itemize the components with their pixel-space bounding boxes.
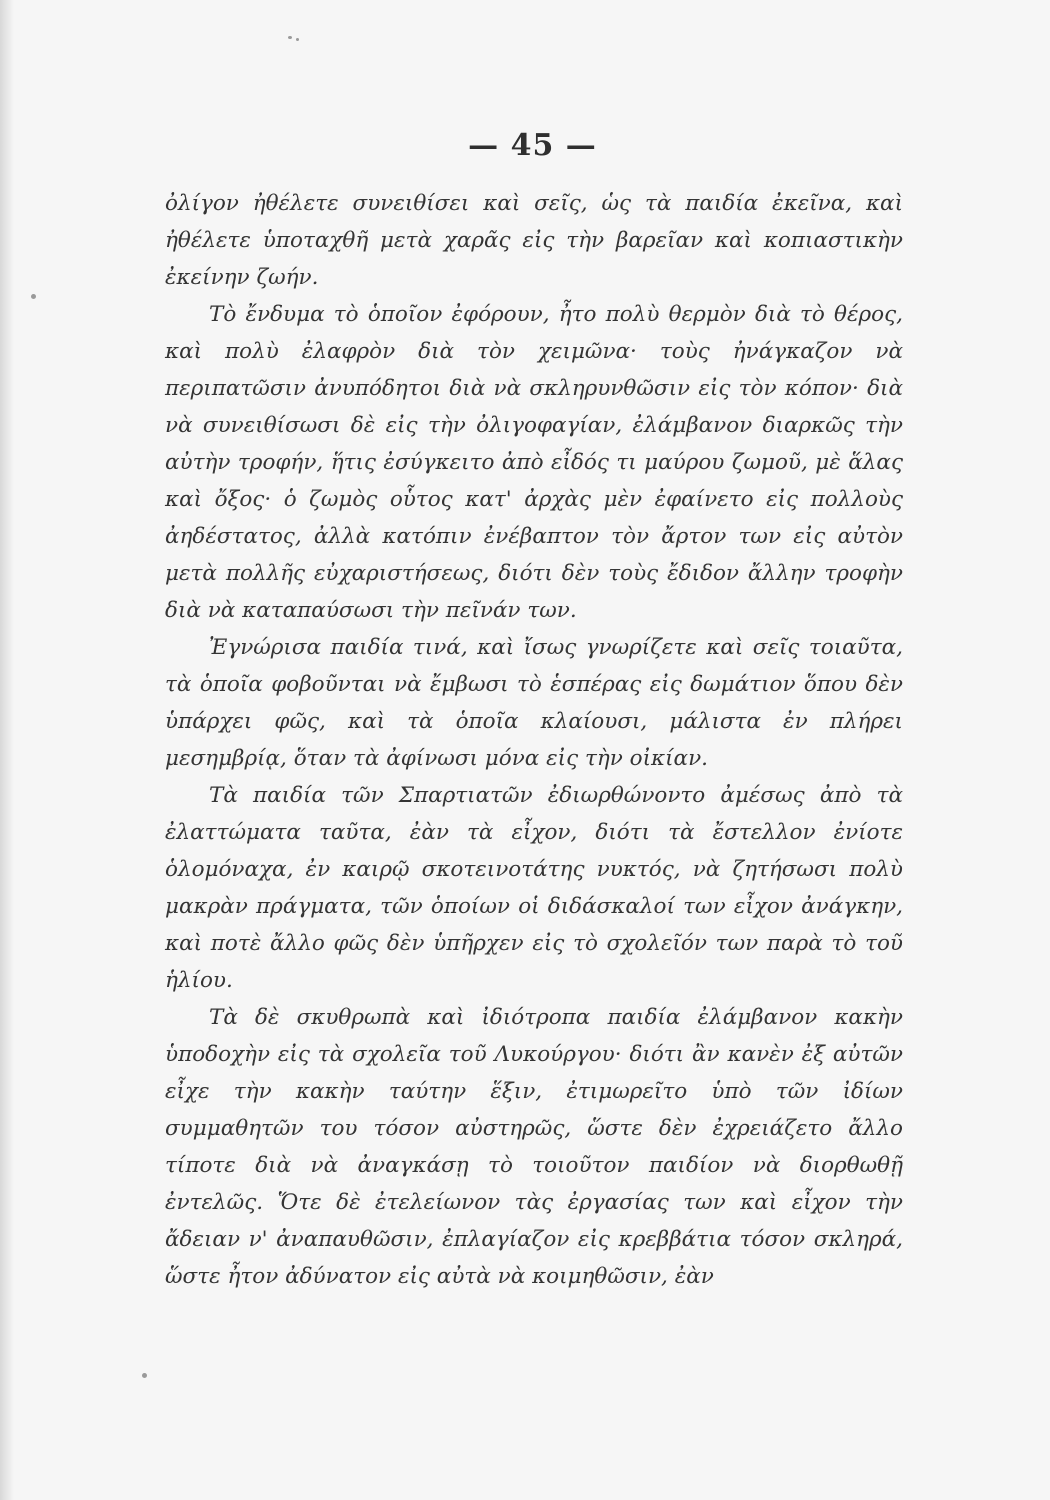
ink-speck — [142, 1373, 147, 1378]
paragraph: ὀλίγον ἠθέλετε συνειθίσει καὶ σεῖς, ὡς τὰ παιδία ἐκεῖνα, καὶ ἠθέλετε ὑποταχθῆ μετὰ χαρᾶς εἰς τὴν βαρεῖαν καὶ κοπιαστικὴν ἐκείνην ζωήν. — [165, 191, 903, 290]
paragraph: Τὰ παιδία τῶν Σπαρτιατῶν ἐδιωρθώνοντο ἀμέσως ἀπὸ τὰ ἐλαττώματα ταῦτα, ἐὰν τὰ εἶχον, διότι τὰ ἔστελλον ἐνίοτε ὁλομόναχα, ἐν καιρῷ σκοτεινοτάτης νυκτός, νὰ ζητήσωσι πολὺ μακρὰν πράγματα, τῶν ὁποίων οἱ διδάσκαλοί των εἶχον ἀνάγκην, καὶ ποτὲ ἄλλο φῶς δὲν ὑπῆρχεν εἰς τὸ σχολεῖόν των παρὰ τὸ τοῦ ἡλίου. — [165, 783, 903, 993]
page-edge-shadow — [0, 0, 14, 1500]
paragraph: Τὰ δὲ σκυθρωπὰ καὶ ἰδιότροπα παιδία ἐλάμβανον κακὴν ὑποδοχὴν εἰς τὰ σχολεῖα τοῦ Λυκούργου· διότι ἂν κανὲν ἐξ αὐτῶν εἶχε τὴν κακὴν ταύτην ἕξιν, ἐτιμωρεῖτο ὑπὸ τῶν ἰδίων συμμαθητῶν του τόσον αὐστηρῶς, ὥστε δὲν ἐχρειάζετο ἄλλο τίποτε διὰ νὰ ἀναγκάσῃ τὸ τοιοῦτον παιδίον νὰ διορθωθῇ ἐντελῶς. Ὅτε δὲ ἐτελείωνον τὰς ἐργασίας των καὶ εἶχον τὴν ἄδειαν ν' ἀναπαυθῶσιν, ἐπλαγίαζον εἰς κρεββάτια τόσον σκληρά, ὥστε ἦτον ἀδύνατον εἰς αὐτὰ νὰ κοιμηθῶσιν, ἐὰν — [165, 1005, 903, 1289]
ink-speck — [296, 38, 299, 41]
paragraph: Τὸ ἔνδυμα τὸ ὁποῖον ἐφόρουν, ἦτο πολὺ θερμὸν διὰ τὸ θέρος, καὶ πολὺ ἐλαφρὸν διὰ τὸν χειμῶνα· τοὺς ἠνάγκαζον νὰ περιπατῶσιν ἀνυπόδητοι διὰ νὰ σκληρυνθῶσιν εἰς τὸν κόπον· διὰ νὰ συνειθίσωσι δὲ εἰς τὴν ὀλιγοφαγίαν, ἐλάμβανον διαρκῶς τὴν αὐτὴν τροφήν, ἥτις ἐσύγκειτο ἀπὸ εἶδός τι μαύρου ζωμοῦ, μὲ ἅλας καὶ ὄξος· ὁ ζωμὸς οὗτος κατ' ἀρχὰς μὲν ἐφαίνετο εἰς πολλοὺς ἀηδέστατος, ἀλλὰ κατόπιν ἐνέβαπτον τὸν ἄρτον των εἰς αὐτὸν μετὰ πολλῆς εὐχαριστήσεως, διότι δὲν τοὺς ἔδιδον ἄλλην τροφὴν διὰ νὰ καταπαύσωσι τὴν πεῖνάν των. — [165, 302, 903, 623]
paragraph: Ἐγνώρισα παιδία τινά, καὶ ἴσως γνωρίζετε καὶ σεῖς τοιαῦτα, τὰ ὁποῖα φοβοῦνται νὰ ἔμβωσι τὸ ἑσπέρας εἰς δωμάτιον ὅπου δὲν ὑπάρχει φῶς, καὶ τὰ ὁποῖα κλαίουσι, μάλιστα ἐν πλήρει μεσημβρίᾳ, ὅταν τὰ ἀφίνωσι μόνα εἰς τὴν οἰκίαν. — [165, 635, 903, 771]
ink-speck — [288, 36, 292, 39]
ink-speck — [31, 294, 36, 299]
page-number: — 45 — — [468, 128, 597, 163]
body-text — [165, 185, 903, 1295]
